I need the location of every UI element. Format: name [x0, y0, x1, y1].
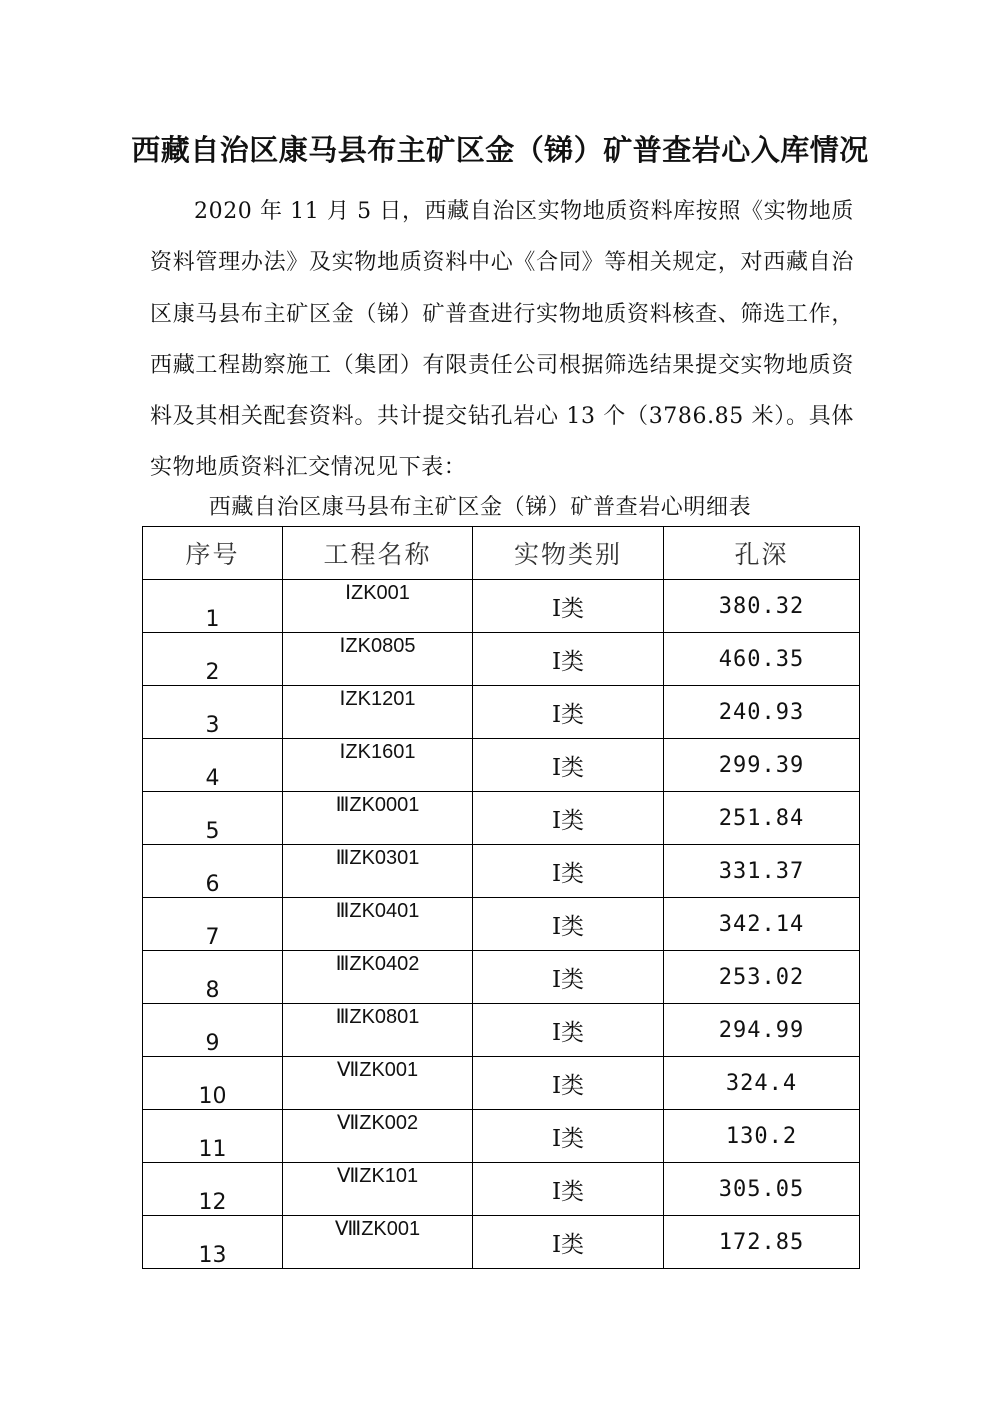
- table-row: [143, 580, 860, 633]
- row-seq: 2: [143, 633, 283, 686]
- header-category: 实物类别: [473, 527, 664, 580]
- core-detail-table: [142, 526, 860, 1269]
- table-row: [143, 1004, 860, 1057]
- row-depth: 294.99: [664, 1004, 860, 1057]
- table-row: [143, 845, 860, 898]
- table-body: [143, 580, 860, 1269]
- row-project-name: ⅠZK1601: [283, 739, 473, 792]
- row-seq: 12: [143, 1163, 283, 1216]
- row-project-name: ⅢZK0001: [283, 792, 473, 845]
- table-row: [143, 951, 860, 1004]
- row-depth: 130.2: [664, 1110, 860, 1163]
- row-seq: 8: [143, 951, 283, 1004]
- table-row: [143, 898, 860, 951]
- row-seq: 6: [143, 845, 283, 898]
- row-depth: 305.05: [664, 1163, 860, 1216]
- row-category: Ⅰ类: [473, 951, 664, 1004]
- header-depth: 孔深: [664, 527, 860, 580]
- row-depth: 251.84: [664, 792, 860, 845]
- row-depth: 253.02: [664, 951, 860, 1004]
- intro-paragraph: 2020 年 11 月 5 日，西藏自治区实物地质资料库按照《实物地质资料管理办法》及实物地质资料中心《合同》等相关规定，对西藏自治区康马县布主矿区金（锑）矿普查进行实物地质资料核查、筛选工作，西藏工程勘察施工（集团）有限责任公司根据筛选结果提交实物地质资料及其相关配套资料。共计提交钻孔岩心 13 个（3786.85 米）。具体实物地质资料汇交情况见下表：: [150, 199, 854, 481]
- row-project-name: ⅢZK0301: [283, 845, 473, 898]
- document-title: 西藏自治区康马县布主矿区金（锑）矿普查岩心入库情况: [131, 133, 869, 167]
- row-depth: 460.35: [664, 633, 860, 686]
- row-category: Ⅰ类: [473, 1163, 664, 1216]
- header-project-name: 工程名称: [283, 527, 473, 580]
- row-category: Ⅰ类: [473, 686, 664, 739]
- row-project-name: ⅦZK101: [283, 1163, 473, 1216]
- row-project-name: ⅧZK001: [283, 1216, 473, 1269]
- row-depth: 299.39: [664, 739, 860, 792]
- table-row: [143, 739, 860, 792]
- table-caption: 西藏自治区康马县布主矿区金（锑）矿普查岩心明细表: [208, 495, 752, 520]
- row-category: Ⅰ类: [473, 1004, 664, 1057]
- row-category: Ⅰ类: [473, 898, 664, 951]
- header-row: [143, 527, 860, 580]
- row-project-name: ⅢZK0801: [283, 1004, 473, 1057]
- row-seq: 11: [143, 1110, 283, 1163]
- row-seq: 4: [143, 739, 283, 792]
- table-header: [143, 527, 860, 580]
- table-row: [143, 686, 860, 739]
- row-depth: 331.37: [664, 845, 860, 898]
- row-category: Ⅰ类: [473, 1057, 664, 1110]
- table-row: [143, 1216, 860, 1269]
- row-project-name: ⅢZK0401: [283, 898, 473, 951]
- row-category: Ⅰ类: [473, 845, 664, 898]
- row-category: Ⅰ类: [473, 633, 664, 686]
- row-category: Ⅰ类: [473, 580, 664, 633]
- row-project-name: ⅦZK001: [283, 1057, 473, 1110]
- row-project-name: ⅠZK1201: [283, 686, 473, 739]
- table-row: [143, 1163, 860, 1216]
- row-project-name: ⅦZK002: [283, 1110, 473, 1163]
- row-depth: 342.14: [664, 898, 860, 951]
- row-seq: 5: [143, 792, 283, 845]
- table-row: [143, 1057, 860, 1110]
- row-seq: 13: [143, 1216, 283, 1269]
- row-seq: 9: [143, 1004, 283, 1057]
- row-project-name: ⅢZK0402: [283, 951, 473, 1004]
- table-row: [143, 633, 860, 686]
- row-depth: 240.93: [664, 686, 860, 739]
- row-category: Ⅰ类: [473, 1216, 664, 1269]
- row-depth: 324.4: [664, 1057, 860, 1110]
- row-seq: 1: [143, 580, 283, 633]
- row-project-name: ⅠZK0805: [283, 633, 473, 686]
- row-seq: 3: [143, 686, 283, 739]
- table-row: [143, 1110, 860, 1163]
- row-seq: 10: [143, 1057, 283, 1110]
- row-project-name: ⅠZK001: [283, 580, 473, 633]
- table-row: [143, 792, 860, 845]
- row-depth: 380.32: [664, 580, 860, 633]
- row-category: Ⅰ类: [473, 739, 664, 792]
- row-depth: 172.85: [664, 1216, 860, 1269]
- row-category: Ⅰ类: [473, 1110, 664, 1163]
- row-category: Ⅰ类: [473, 792, 664, 845]
- header-seq: 序号: [143, 527, 283, 580]
- row-seq: 7: [143, 898, 283, 951]
